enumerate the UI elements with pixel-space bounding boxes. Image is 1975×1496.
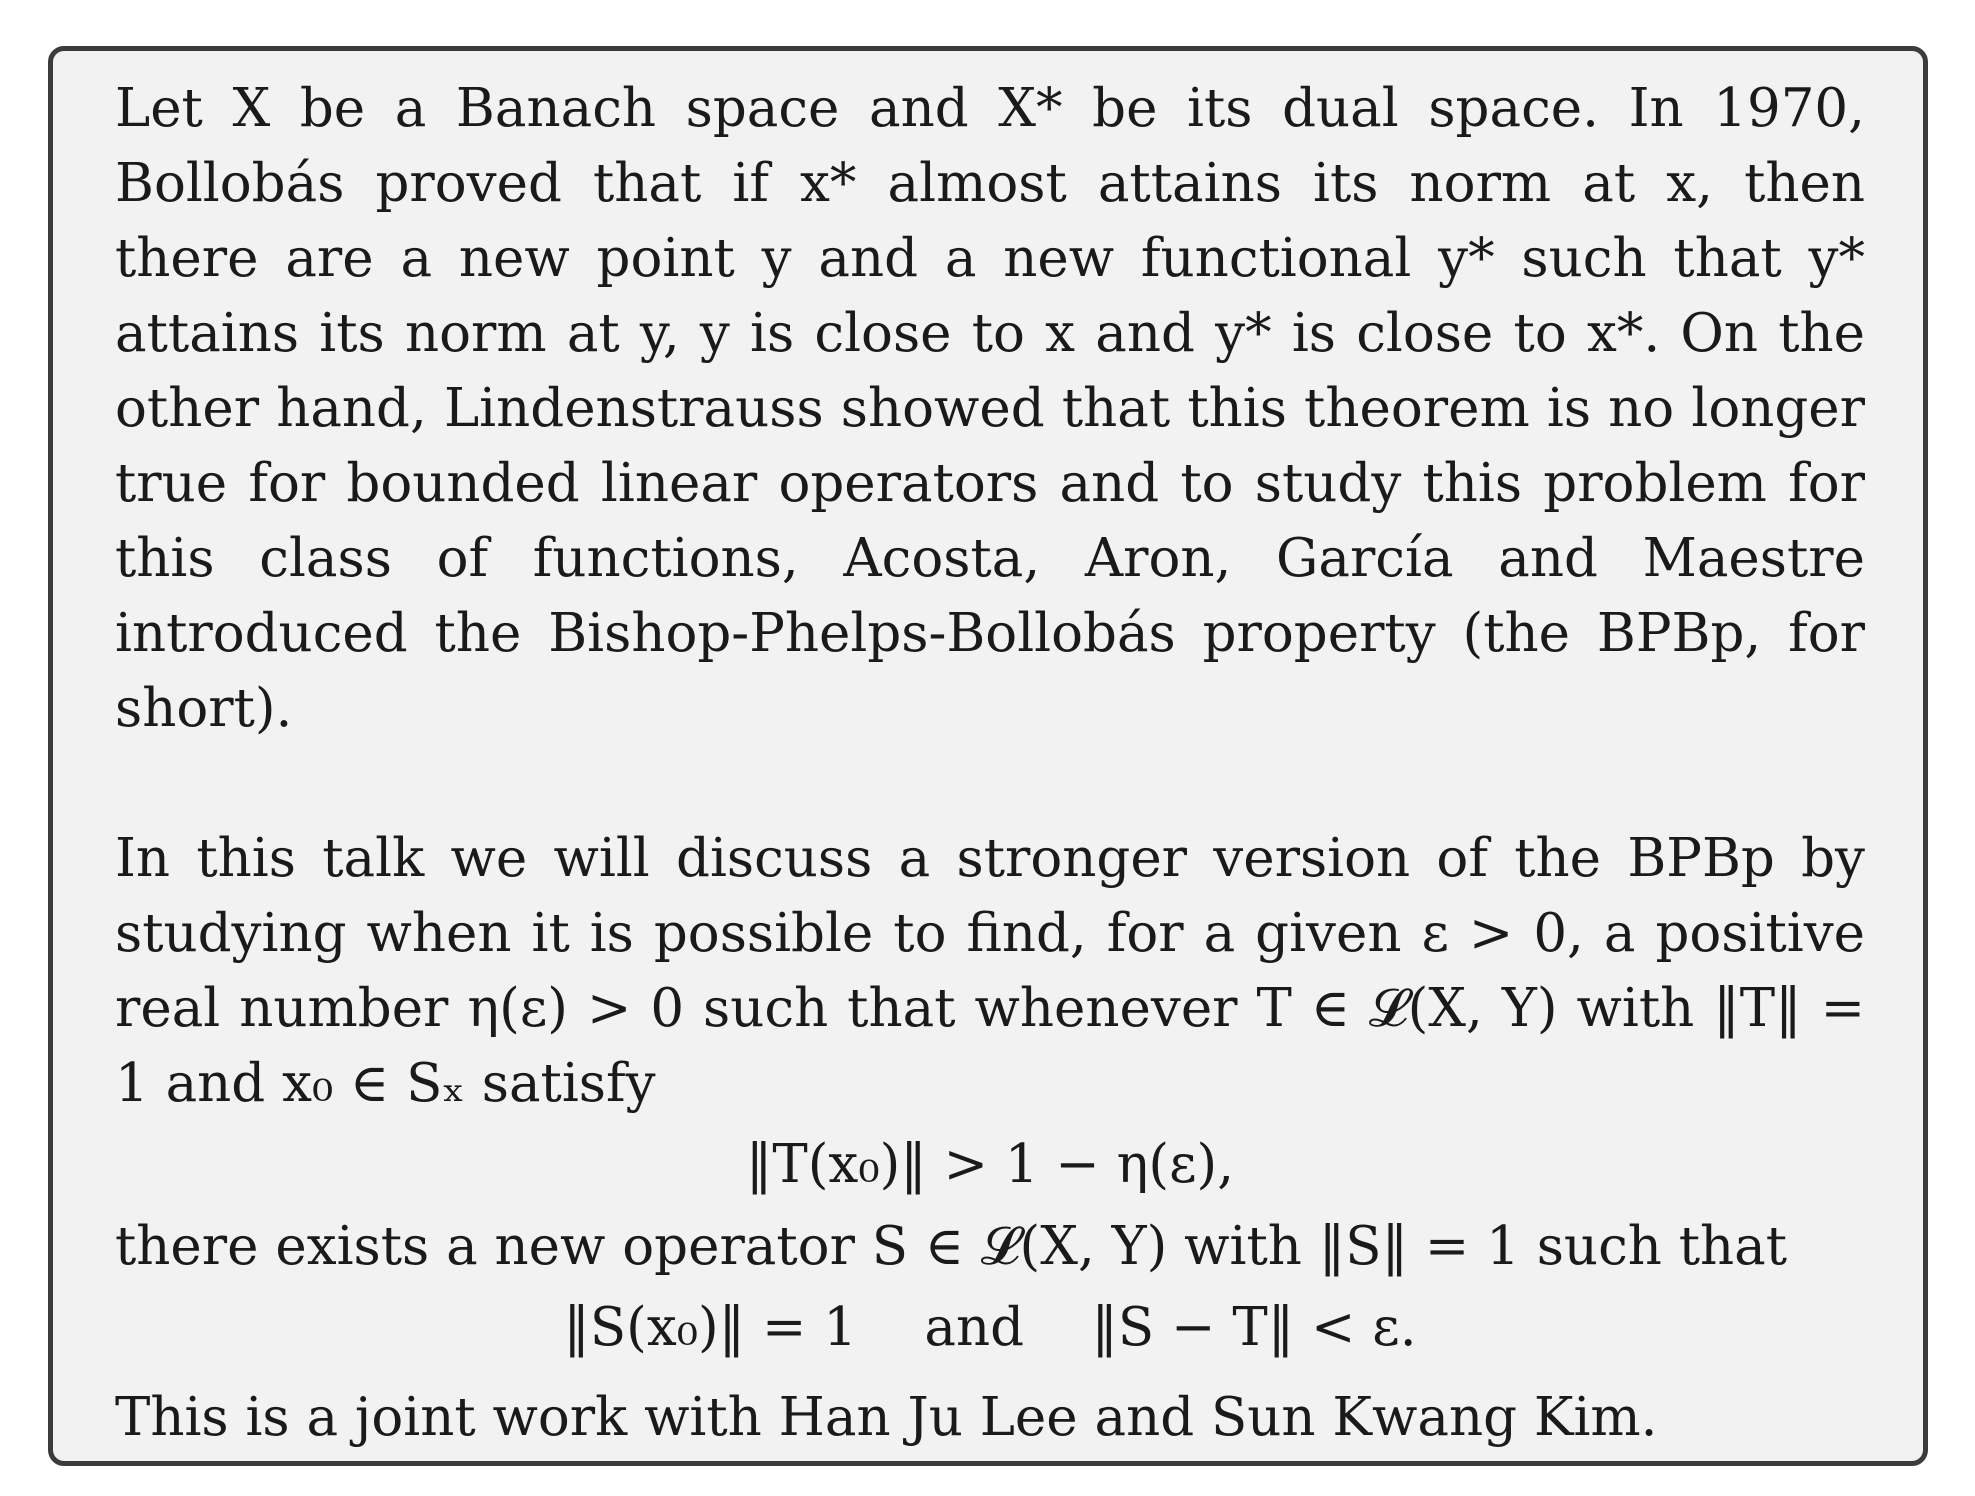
abstract-paragraph-1: Let X be a Banach space and X* be its dual space. In 1970, Bollobás proved that if x* almost attains its norm at x, then there are a new point y and a new functional y* such that y* attains its norm at y, y is close to x and y* is close to x*. On the other hand, Lindenstrauss showed that this theorem is no longer true for bounded linear operators and to study this problem for this class of functions, Acosta, Aron, García and Maestre introduced the Bishop-Phelps-Bollobás property (the BPBp, for short). [115, 78, 1865, 739]
closing-sentence: This is a joint work with Han Ju Lee and Sun Kwang Kim. [115, 1387, 1658, 1448]
abstract-content [115, 71, 1865, 1455]
display-equation-2: ‖S(x₀)‖ = 1 and ‖S − T‖ < ε. [563, 1297, 1417, 1358]
abstract-box [48, 46, 1928, 1466]
abstract-paragraph-3: there exists a new operator S ∈ 𝓛(X, Y) with ‖S‖ = 1 such that [115, 1216, 1788, 1277]
abstract-paragraph-2: In this talk we will discuss a stronger version of the BPBp by studying when it is possible to find, for a given ε > 0, a positive real number η(ε) > 0 such that whenever T ∈ 𝓛(X, Y) with ‖T‖ = 1 and x₀ ∈ Sₓ satisfy [115, 828, 1865, 1114]
display-equation-1: ‖T(x₀)‖ > 1 − η(ε), [745, 1134, 1235, 1195]
